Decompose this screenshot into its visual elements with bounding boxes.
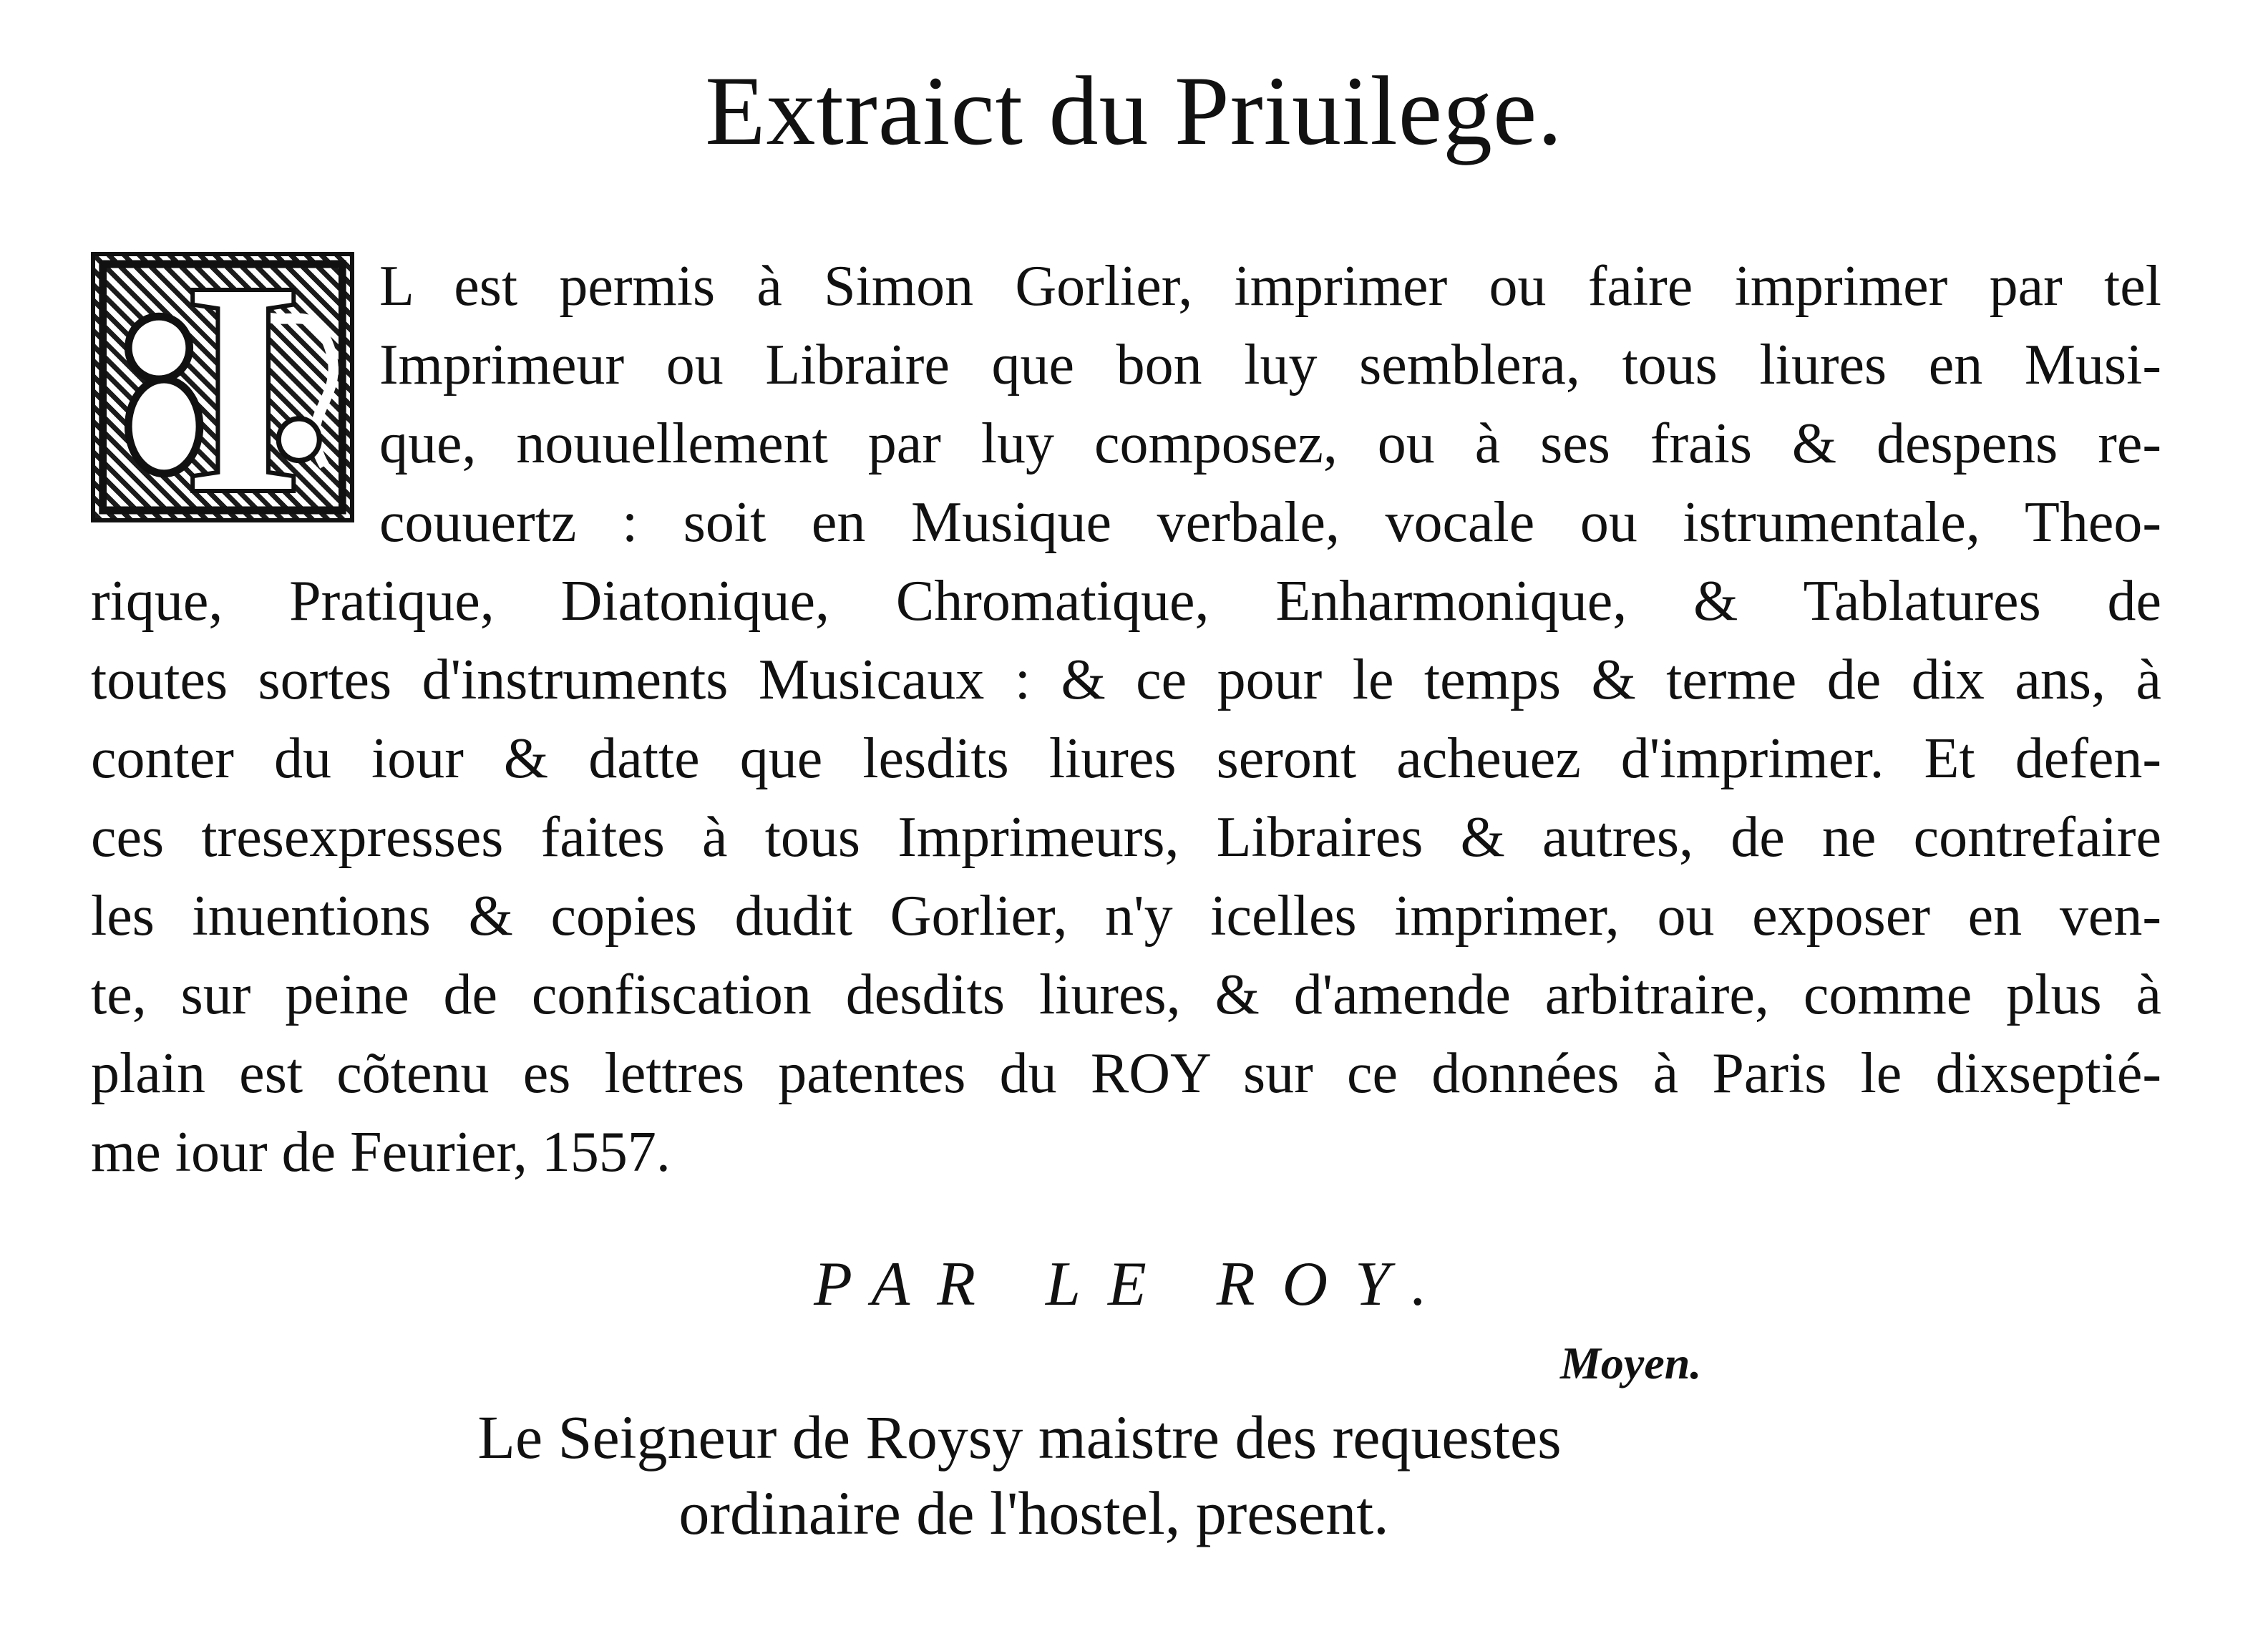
text-line: plain est cõtenu es lettres patentes du ROY sur ce données à Paris le dixseptié- [91,1042,2161,1105]
privilege-text-indented [379,247,2161,562]
text-line: toutes sortes d'instruments Musicaux : & ce pour le temps & terme de dix ans, à [91,648,2161,711]
text-line: L est permis à Simon Gorlier, imprimer ou faire imprimer par tel [379,255,2161,318]
signature: Moyen. [1560,1338,1702,1388]
par-le-roy: PAR LE ROY. [814,1250,1454,1319]
closing-line: ordinaire de l'hostel, present. [678,1479,1389,1547]
text-line: couuertz : soit en Musique verbale, vocale ou istrumentale, Theo- [379,491,2161,554]
closing-statement [0,1399,2268,1551]
text-line: me iour de Feurier, 1557. [91,1121,671,1184]
text-line: que, nouuellement par luy composez, ou à ses frais & despens re- [379,412,2161,475]
text-line: Imprimeur ou Libraire que bon luy semblera, tous liures en Musi- [379,334,2161,397]
text-line: ces tresexpresses faites à tous Imprimeurs, Libraires & autres, de ne contrefaire [91,806,2161,869]
initial-letter: I [185,252,302,522]
text-line: les inuentions & copies dudit Gorlier, n'y icelles imprimer, ou exposer en ven- [91,885,2161,948]
text-line: conter du iour & datte que lesdits liures seront acheuez d'imprimer. Et defen- [91,727,2161,790]
text-line: te, sur peine de confiscation desdits liures, & d'amende arbitraire, comme plus à [91,963,2161,1026]
text-line: rique, Pratique, Diatonique, Chromatique, Enharmonique, & Tablatures de [91,570,2161,633]
closing-line: Le Seigneur de Roysy maistre des requestes [477,1403,1562,1472]
decorated-initial [91,252,354,522]
privilege-text-full [91,562,2161,1192]
page-title: Extraict du Priuilege. [705,56,1563,165]
